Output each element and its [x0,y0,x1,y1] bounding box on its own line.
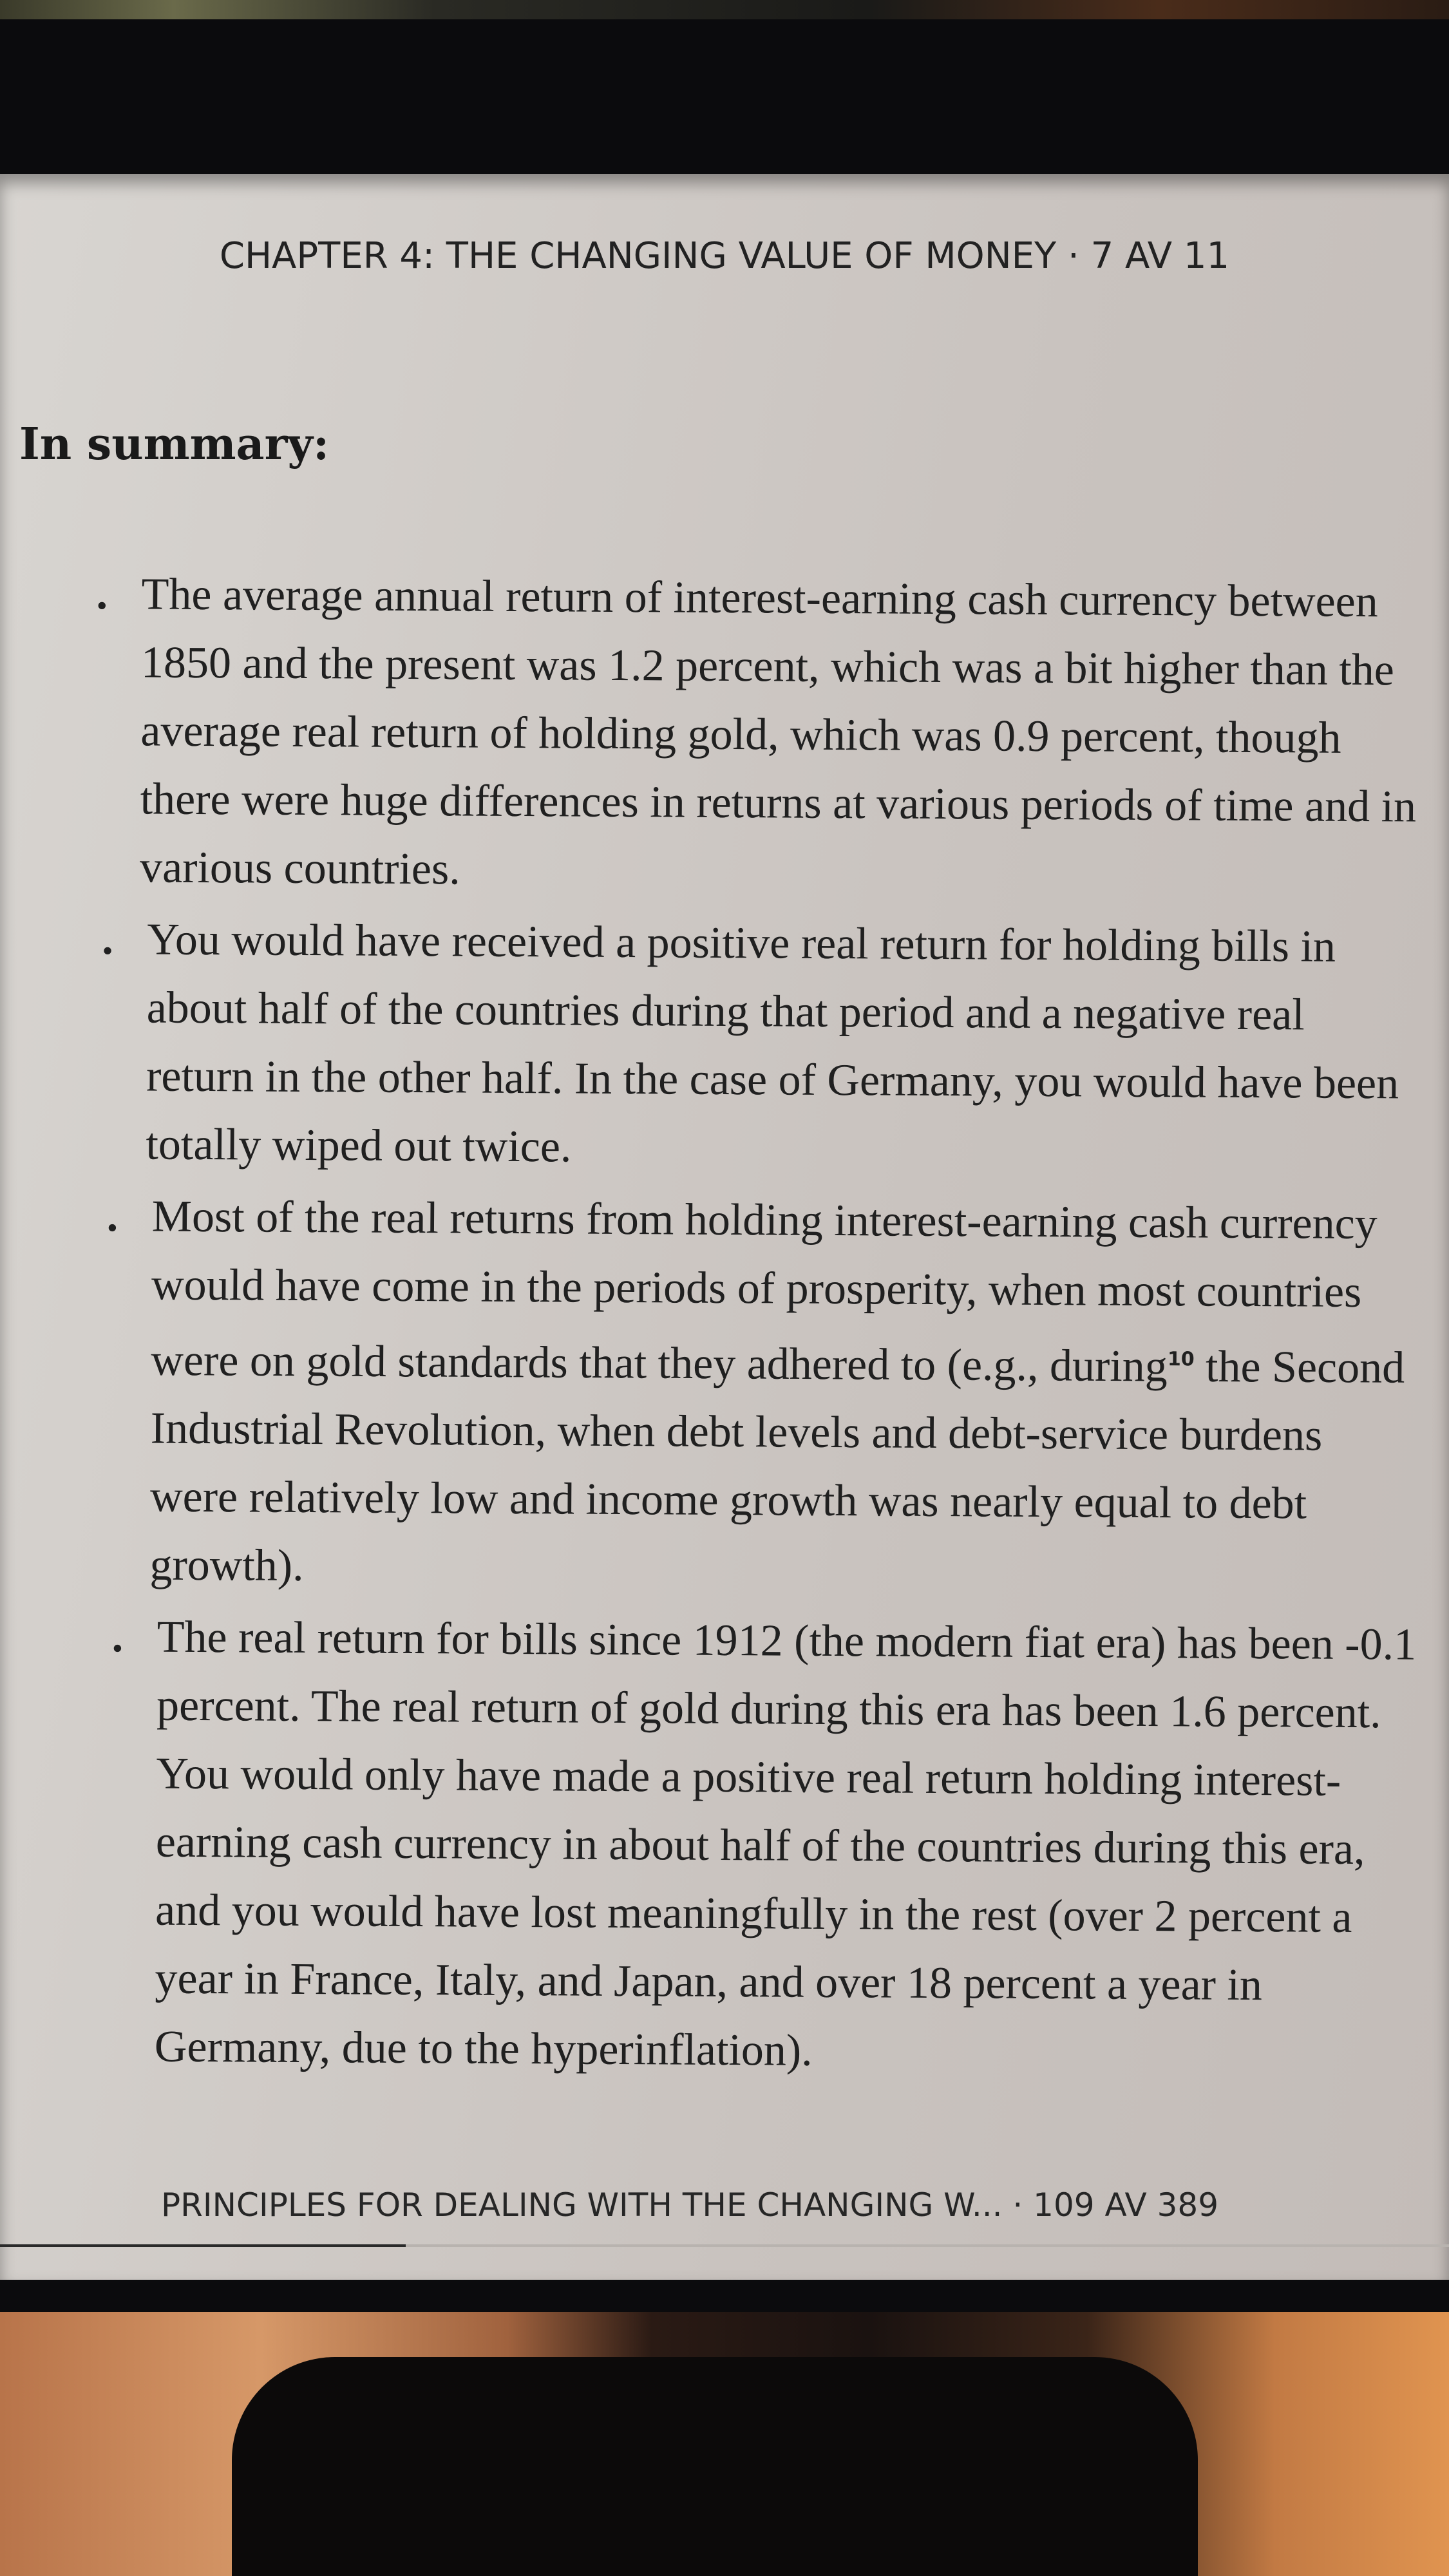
bullet-marker: . [96,569,108,620]
bullet-text: The real return for bills since 1912 (the modern fiat era) has been -0.1 percent. The real return of gold during this era has been 1.6 percent. You would only have made a positive real return holding interest-earning cash currency in about half of the countries during this era, and you would have lost meaningfully in the rest (over 2 percent a year in France, Italy, and Japan, and over 18 percent a year in Germany, due to the hyperinflation). [154,1612,1417,2076]
summary-list [88,560,1423,2093]
reading-progress-fill [0,2244,406,2247]
bullet-text: Most of the real returns from holding interest-earning cash currency would have come in the periods of prosperity, when most countries were on gold standards that they adhered to (e.g., during [151,1191,1378,1392]
chapter-header: CHAPTER 4: THE CHANGING VALUE OF MONEY · 7 AV 11 [219,235,1230,277]
ereader-screen[interactable] [0,174,1449,2280]
background-top [0,0,1449,19]
section-title: In summary: [19,419,330,470]
hand-silhouette [232,2357,1198,2576]
bullet-marker: . [106,1191,118,1242]
bullet-text: You would have received a positive real return for holding bills in about half of the countries during that period and a negative real return in the other half. In the case of Germany, you would have been totally wiped out twice. [146,914,1399,1172]
book-progress-footer[interactable]: PRINCIPLES FOR DEALING WITH THE CHANGING W... · 109 AV 389 [161,2186,1219,2224]
ereader-bezel [0,19,1449,2312]
reading-progress-bar [0,2244,1449,2247]
list-item [109,1604,1417,2089]
bullet-text-continued: the Second Industrial Revolution, when debt levels and debt-service burdens were relatively low and income growth was nearly equal to debt growth). [149,1341,1405,1591]
bullet-text: The average annual return of interest-earning cash currency between 1850 and the present was 1.2 percent, which was a bit higher than the average real return of holding gold, which was 0.9 percent, though there were huge differences in returns at various periods of time and in various countries. [139,569,1417,895]
list-item [100,905,1421,1187]
bullet-marker: . [111,1612,124,1662]
bullet-marker: . [102,914,114,965]
list-item [104,1182,1419,1607]
footnote-link[interactable]: 10 [1167,1348,1195,1371]
list-item [95,560,1423,910]
